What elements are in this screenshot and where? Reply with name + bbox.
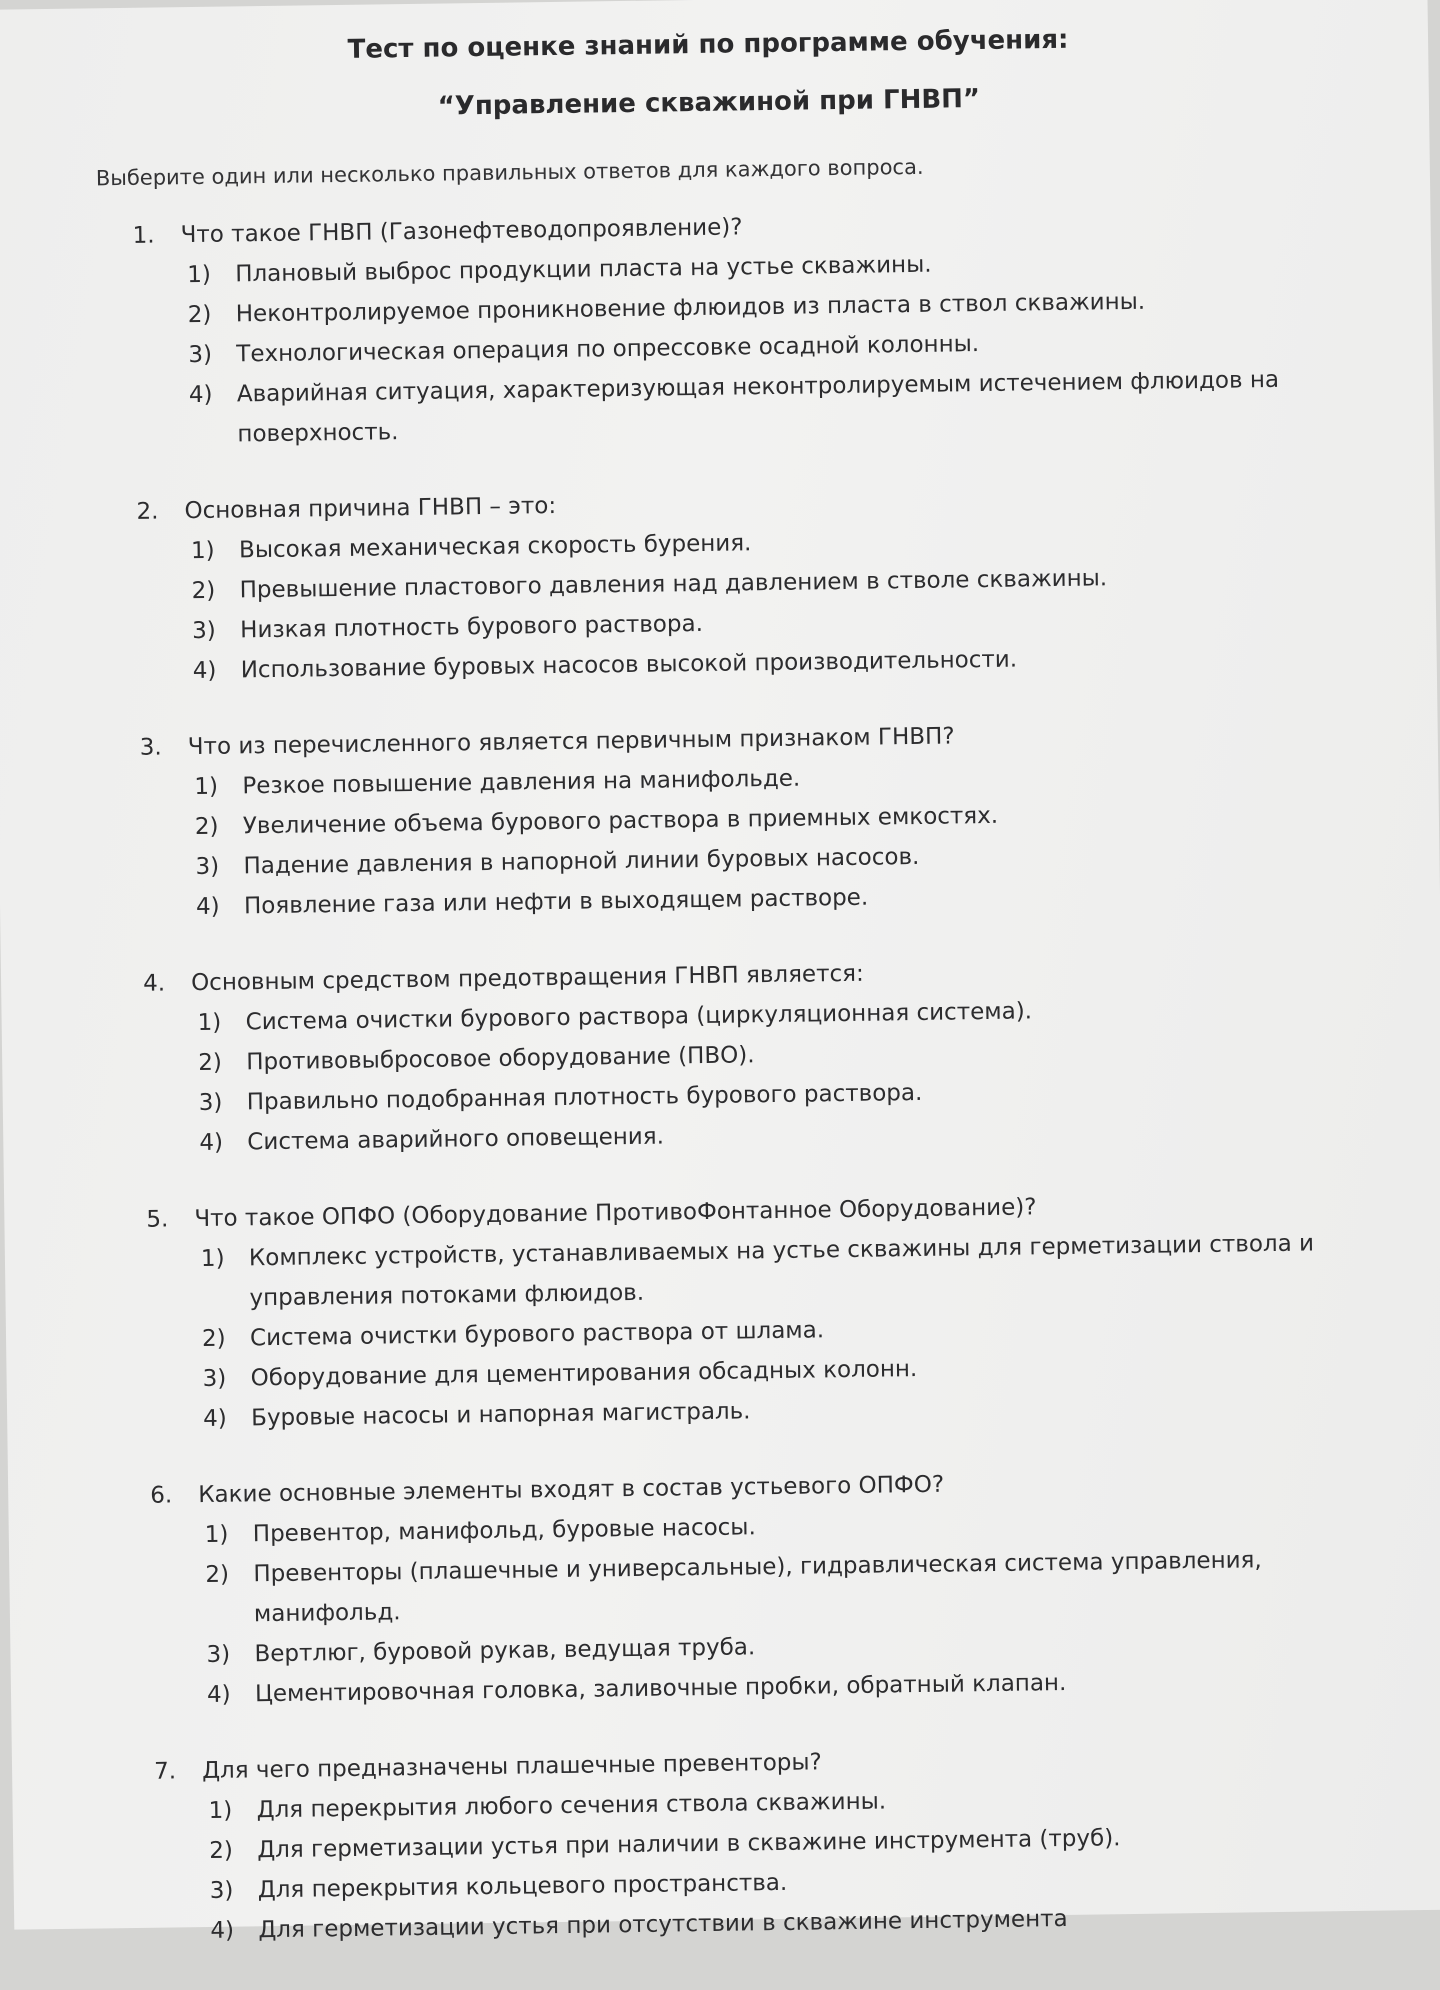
option-text: Превенторы (плашечные и универсальные), гидравлическая система управления, манифольд. — [253, 1547, 1262, 1628]
option-text: Для герметизации устья при отсутствии в скважине инструмента — [258, 1905, 1068, 1944]
option-number: 2) — [191, 577, 216, 605]
option-number: 1) — [208, 1797, 233, 1824]
question-number: 5. — [146, 1206, 169, 1233]
answer-options — [208, 1775, 1346, 1951]
option-number: 3) — [192, 617, 216, 645]
document-subtitle: “Управление скважиной при ГНВП” — [437, 84, 981, 122]
question-3 — [140, 711, 1333, 928]
answer-options — [187, 239, 1326, 455]
option-number: 3) — [195, 853, 220, 881]
question-number: 6. — [150, 1482, 173, 1509]
question-number: 4. — [142, 970, 166, 997]
option-number: 1) — [204, 1521, 229, 1548]
option-text: Превышение пластового давления над давлением в стволе скважины. — [239, 565, 1108, 604]
answer-option — [189, 359, 1326, 455]
question-text: Основная причина ГНВП – это: — [184, 492, 557, 525]
option-number: 2) — [209, 1837, 234, 1864]
option-text: Резкое повышение давления на манифольде. — [242, 765, 801, 800]
option-number: 4) — [188, 381, 213, 409]
question-text: Что такое ГНВП (Газонефтеводопроявление)? — [180, 214, 743, 249]
option-number: 2) — [198, 1049, 223, 1077]
option-number: 3) — [188, 341, 213, 369]
answer-options — [194, 751, 1332, 927]
option-number: 1) — [187, 261, 212, 289]
option-text: Оборудование для цементирования обсадных колонн. — [250, 1356, 918, 1392]
question-1 — [132, 199, 1325, 456]
option-number: 4) — [210, 1917, 235, 1944]
option-text: Комплекс устройств, устанавливаемых на устье скважины для герметизации ствола и управления потоками флюидов. — [248, 1230, 1315, 1312]
option-text: Система очистки бурового раствора (циркуляционная система). — [245, 998, 1033, 1036]
instruction-text: Выберите один или несколько правильных ответов для каждого вопроса. — [95, 154, 924, 191]
option-number: 3) — [206, 1641, 231, 1668]
question-2 — [136, 475, 1329, 692]
option-text: Система очистки бурового раствора от шлама. — [249, 1317, 825, 1352]
answer-options — [201, 1223, 1340, 1439]
option-text: Падение давления в напорной линии буровых насосов. — [243, 843, 920, 880]
option-number: 4) — [192, 657, 217, 685]
option-text: Правильно подобранная плотность бурового раствора. — [246, 1079, 923, 1116]
question-number: 7. — [153, 1758, 177, 1785]
answer-options — [191, 515, 1329, 691]
option-text: Буровые насосы и напорная магистраль. — [251, 1398, 751, 1432]
option-text: Низкая плотность бурового раствора. — [240, 610, 704, 644]
option-number: 1) — [190, 537, 215, 565]
question-number: 3. — [139, 734, 162, 761]
option-text: Увеличение объема бурового раствора в приемных емкостях. — [242, 802, 999, 840]
option-text: Использование буровых насосов высокой производительности. — [240, 646, 1018, 684]
question-text: Основным средством предотвращения ГНВП является: — [190, 960, 864, 997]
question-number: 1. — [132, 222, 155, 249]
option-number: 4) — [203, 1405, 227, 1432]
option-text: Вертлюг, буровой рукав, ведущая труба. — [254, 1634, 756, 1668]
option-number: 4) — [206, 1681, 231, 1708]
option-text: Система аварийного оповещения. — [247, 1123, 665, 1156]
option-text: Цементировочная головка, заливочные пробки, обратный клапан. — [254, 1669, 1067, 1708]
question-text: Какие основные элементы входят в состав устьевого ОПФО? — [198, 1471, 945, 1509]
option-text: Для перекрытия кольцевого пространства. — [257, 1869, 788, 1904]
question-7 — [154, 1735, 1347, 1952]
option-number: 3) — [198, 1089, 223, 1117]
question-number: 2. — [136, 498, 159, 525]
option-text: Плановый выброс продукции пласта на устье скважины. — [235, 251, 932, 288]
question-6 — [150, 1459, 1343, 1716]
option-number: 2) — [187, 301, 212, 329]
question-text: Что такое ОПФО (Оборудование ПротивоФонтанное Оборудование)? — [194, 1194, 1037, 1233]
question-text: Что из перечисленного является первичным признаком ГНВП? — [187, 723, 955, 761]
question-4 — [143, 947, 1336, 1164]
question-text: Для чего предназначены плашечные превенторы? — [201, 1749, 822, 1785]
option-number: 2) — [205, 1561, 230, 1588]
option-number: 4) — [199, 1129, 224, 1157]
option-text: Аварийная ситуация, характеризующая неконтролируемым истечением флюидов на поверхность. — [236, 366, 1280, 448]
option-number: 1) — [197, 1009, 222, 1037]
option-number: 2) — [194, 813, 219, 841]
document-title: Тест по оценке знаний по программе обучения: — [347, 24, 1069, 65]
question-5 — [146, 1183, 1339, 1440]
option-number: 2) — [201, 1325, 226, 1352]
option-number: 4) — [195, 893, 220, 921]
option-text: Технологическая операция по опрессовке осадной колонны. — [236, 331, 980, 368]
answer-options — [205, 1499, 1344, 1715]
option-number: 3) — [209, 1877, 234, 1904]
option-text: Появление газа или нефти в выходящем растворе. — [243, 884, 869, 920]
answer-options — [197, 987, 1335, 1163]
option-text: Противовыбросовое оборудование (ПВО). — [246, 1042, 755, 1076]
option-text: Превентор, манифольд, буровые насосы. — [252, 1514, 756, 1548]
option-number: 1) — [194, 773, 219, 801]
option-number: 1) — [200, 1245, 225, 1273]
question-list — [132, 199, 1347, 1987]
option-text: Высокая механическая скорость бурения. — [238, 530, 752, 564]
option-text: Неконтролируемое проникновение флюидов из пласта в ствол скважины. — [235, 288, 1146, 328]
option-text: Для герметизации устья при наличии в скважине инструмента (труб). — [257, 1825, 1121, 1864]
option-text: Для перекрытия любого сечения ствола скважины. — [256, 1788, 887, 1824]
option-number: 3) — [202, 1365, 227, 1392]
